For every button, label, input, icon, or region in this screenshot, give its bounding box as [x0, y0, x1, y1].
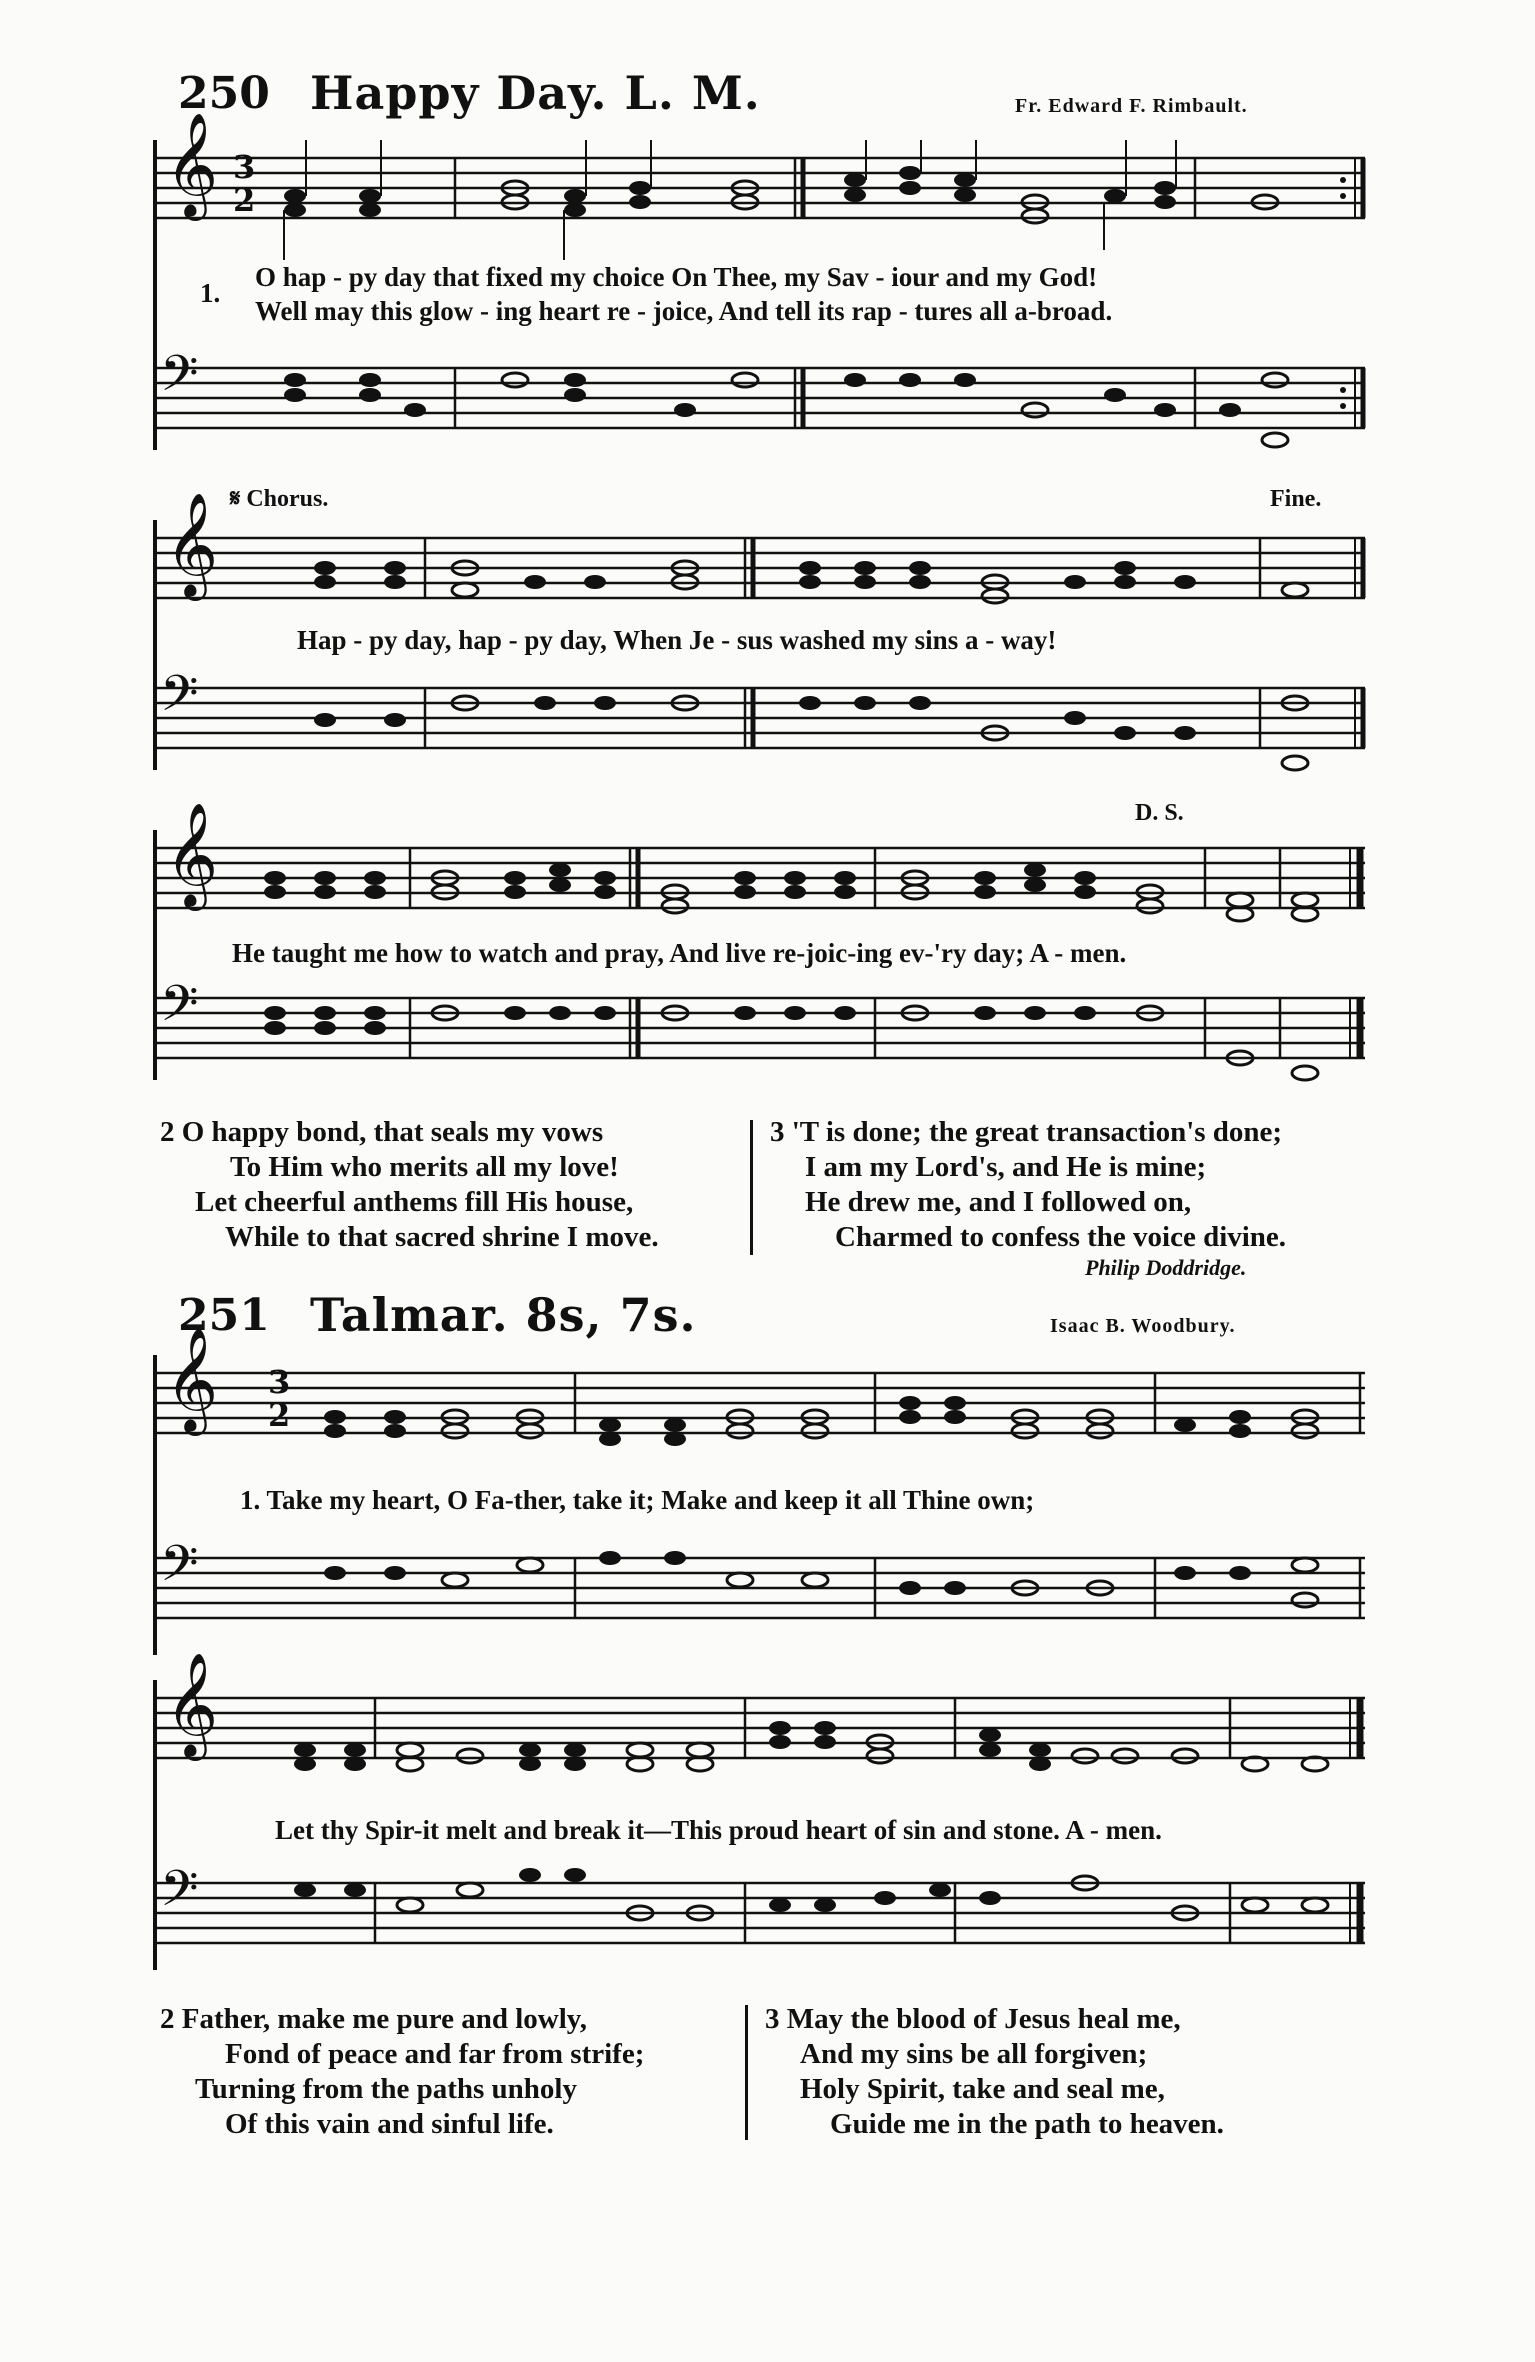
time-signature-top: 3	[268, 1363, 291, 1401]
treble-clef: 𝄞	[165, 1652, 219, 1757]
chorus-label: 𝄋 Chorus.	[230, 486, 329, 512]
bass-clef: 𝄢	[160, 345, 199, 415]
stanza-2	[160, 2002, 644, 2142]
hymn-number: 250	[178, 68, 270, 119]
stanza-line: 2 O happy bond, that seals my vows	[160, 1116, 604, 1148]
stanza-line: Guide me in the path to heaven.	[830, 2108, 1224, 2140]
time-signature-bottom: 2	[268, 1396, 291, 1434]
column-divider	[745, 2005, 748, 2140]
hymn-title: Happy Day. L. M.	[310, 66, 761, 120]
stanza-line: I am my Lord's, and He is mine;	[805, 1151, 1207, 1183]
composer-credit: Fr. Edward F. Rimbault.	[1015, 95, 1248, 117]
stanza-line: To Him who merits all my love!	[230, 1151, 619, 1183]
stanza-line: 3 'T is done; the great transaction's done;	[770, 1116, 1283, 1148]
bass-clef: 𝄢	[160, 665, 199, 735]
chorus-lyric-line: Hap - py day, hap - py day, When Je - sus washed my sins a - way!	[297, 625, 1057, 655]
stanza-line: 2 Father, make me pure and lowly,	[160, 2003, 587, 2035]
author-credit: Philip Doddridge.	[1085, 1255, 1247, 1280]
treble-clef: 𝄞	[165, 802, 219, 907]
hymn-number: 251	[178, 1290, 270, 1341]
stanza-line: And my sins be all forgiven;	[800, 2038, 1148, 2070]
stanza-2	[160, 1115, 659, 1255]
stanza-3	[765, 2002, 1224, 2142]
bass-clef: 𝄢	[160, 975, 199, 1045]
lyric-line: Well may this glow - ing heart re - joice, And tell its rap - tures all a-broad.	[255, 296, 1113, 326]
verse-number: 1.	[200, 278, 221, 308]
lyric-line: Let thy Spir-it melt and break it—This proud heart of sin and stone. A - men.	[275, 1815, 1162, 1845]
stanza-line: He drew me, and I followed on,	[805, 1186, 1192, 1218]
composer-credit: Isaac B. Woodbury.	[1050, 1315, 1236, 1337]
stanza-line: Fond of peace and far from strife;	[225, 2038, 645, 2070]
ds-label: D. S.	[1135, 800, 1184, 826]
stanza-3	[770, 1115, 1286, 1255]
treble-clef: 𝄞	[165, 1327, 219, 1432]
ds-lyric-line: He taught me how to watch and pray, And live re-joic-ing ev-'ry day; A - men.	[232, 938, 1127, 968]
stanza-line: Holy Spirit, take and seal me,	[800, 2073, 1165, 2105]
lyric-line: 1. Take my heart, O Fa-ther, take it; Make and keep it all Thine own;	[240, 1485, 1035, 1515]
stanza-line: 3 May the blood of Jesus heal me,	[765, 2003, 1181, 2035]
stanza-line: Turning from the paths unholy	[195, 2073, 577, 2105]
stanza-line: Charmed to confess the voice divine.	[835, 1221, 1287, 1253]
stanza-line: Let cheerful anthems fill His house,	[195, 1186, 634, 1218]
stanza-line: Of this vain and sinful life.	[225, 2108, 554, 2140]
bass-clef: 𝄢	[160, 1535, 199, 1605]
hymn-title: Talmar. 8s, 7s.	[310, 1288, 697, 1342]
time-signature-bottom: 2	[233, 181, 256, 219]
bass-clef: 𝄢	[160, 1860, 199, 1930]
treble-clef: 𝄞	[165, 492, 219, 597]
fine-label: Fine.	[1270, 486, 1322, 512]
stanza-line: While to that sacred shrine I move.	[225, 1221, 659, 1253]
lyric-line: O hap - py day that fixed my choice On Thee, my Sav - iour and my God!	[255, 262, 1098, 292]
treble-clef: 𝄞	[165, 112, 219, 217]
time-signature-top: 3	[233, 148, 256, 186]
column-divider	[750, 1120, 753, 1255]
